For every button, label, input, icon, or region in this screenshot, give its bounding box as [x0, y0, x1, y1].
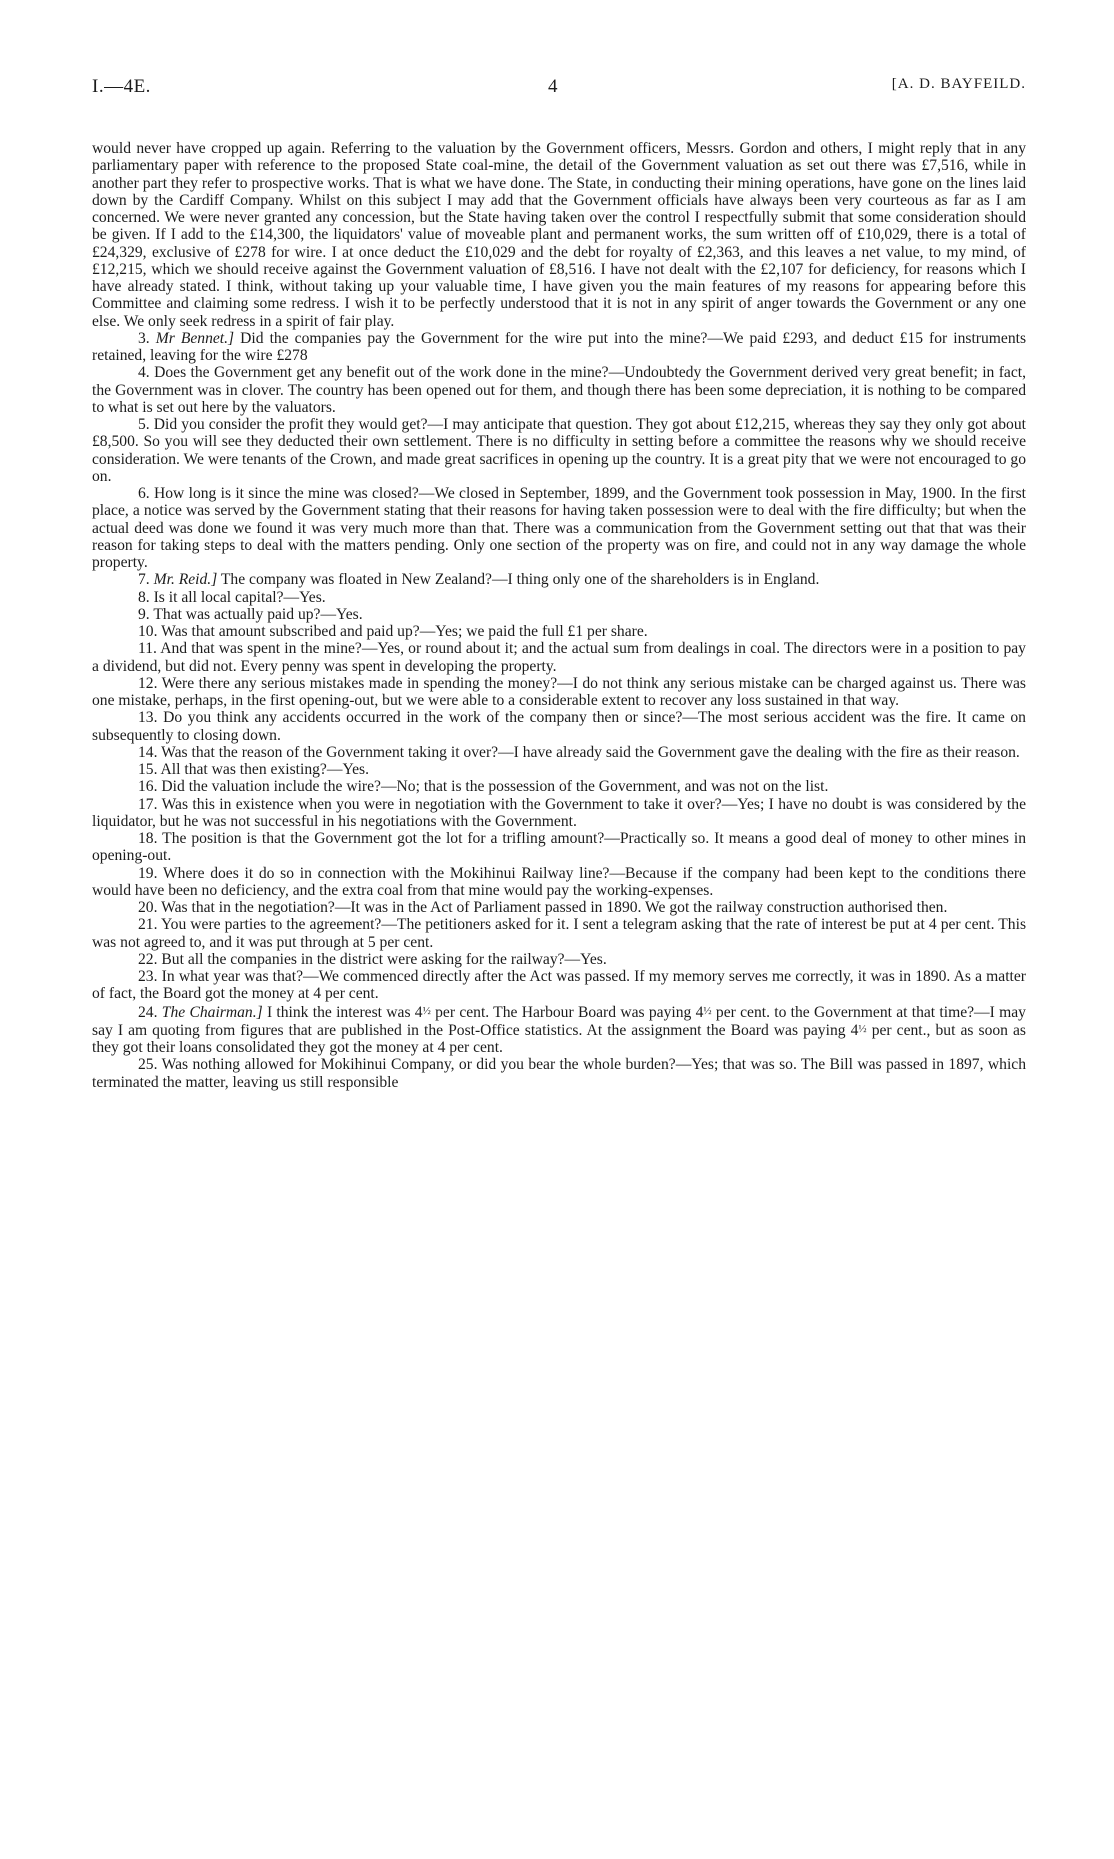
question-9: 9. That was actually paid up?—Yes.: [138, 605, 363, 623]
question-number: 12.: [138, 674, 158, 692]
question-number: 4.: [138, 364, 150, 382]
speaker-name: Mr. Reid.]: [153, 571, 218, 589]
question-number: 21.: [138, 916, 158, 934]
question-number: 19.: [138, 864, 158, 882]
question-23: 23. In what year was that?—We commenced directly after the Act was passed. If my memory serves me correctly, it was in 1890. As a matter of fact, the Board got the money at 4 per cent.: [92, 968, 1026, 1003]
question-10: 10. Was that amount subscribed and paid up?—Yes; we paid the full £1 per share.: [138, 623, 648, 640]
question-number: 18.: [138, 830, 158, 847]
question-14: 14. Was that the reason of the Government taking it over?—I have already said the Government gave the dealing with the fire as their reason.: [138, 743, 1020, 761]
question-number: 24.: [138, 1003, 158, 1021]
fraction-half: ½: [422, 1004, 431, 1017]
question-number: 8.: [138, 588, 150, 606]
page-number: 4: [548, 76, 558, 97]
question-6: 6. How long is it since the mine was closed?—We closed in September, 1899, and the Government took possession in May, 1900. In the first place, a notice was served by the Government stating that their reasons for having taken possession were to deal with the fire difficulty; but when the actual deed was done we found it was very much more than that. There was a communication from the Government setting out that that was their reason for taking steps to deal with the matters pending. Only one section of the property was on fire, and could not in any way damage the whole property.: [92, 485, 1026, 571]
question-number: 13.: [138, 709, 158, 727]
question-number: 3.: [138, 329, 150, 347]
question-12: 12. Were there any serious mistakes made in spending the money?—I do not think any serious mistake can be charged against us. There was one mistake, perhaps, in the first opening-out, but we were able to a considerable extent to recover any loss sustained in that way.: [92, 674, 1026, 709]
question-number: 10.: [138, 623, 158, 640]
witness-name: [A. D. BAYFEILD.: [891, 76, 1026, 92]
question-19: 19. Where does it do so in connection with the Mokihinui Railway line?—Because if the company had been kept to the conditions there would have been no deficiency, and the extra coal from that mine would pay the working-expenses.: [92, 864, 1026, 899]
question-17: 17. Was this in existence when you were in negotiation with the Government to take it over?—Yes; I have no doubt is was considered by the liquidator, but he was not successful in his negotiations with the Government.: [92, 795, 1026, 830]
question-number: 23.: [138, 968, 158, 985]
paragraph-continuation: would never have cropped up again. Referring to the valuation by the Government officers, Messrs. Gordon and others, I might reply that in any parliamentary paper with reference to the proposed State coal-mine, the detail of the Government valuation as set out there was £7,516, while in another part they refer to prospective works. That is what we have done. The State, in conducting their mining operations, have gone on the lines laid down by the Cardiff Company. Whilst on this subject I may add that the Government officials have always been very courteous as far as I am concerned. We were never granted any concession, but the State having taken over the control I respectfully submit that some consideration should be given. If I add to the £14,300, the liquidators' value of moveable plant and permanent works, the sum written off of £10,029, there is a total of £24,329, exclusive of £278 for wire. I at once deduct the £10,029 and the debt for royalty of £2,363, and this leaves a net value, to my mind, of £12,215, which we should receive against the Government valuation of £8,516. I have not dealt with the £2,107 for deficiency, for reasons which I have already stated. I think, without taking up your valuable time, I have given you the main features of my reasons for appearing before this Committee and claiming some redress. I wish it to be perfectly understood that it is not in any spirit of anger towards the Government or any one else. We only seek redress in a spirit of fair play.: [92, 140, 1026, 330]
fraction-half: ½: [703, 1004, 712, 1017]
speaker-name: Mr Bennet.]: [155, 329, 235, 347]
question-number: 25.: [138, 1056, 158, 1074]
question-number: 11.: [138, 640, 157, 658]
question-15: 15. All that was then existing?—Yes.: [138, 761, 370, 778]
question-number: 5.: [138, 416, 150, 433]
question-number: 16.: [138, 778, 158, 796]
question-number: 7.: [138, 571, 150, 589]
question-4: 4. Does the Government get any benefit out of the work done in the mine?—Undoubtedy the Government derived very great benefit; in fact, the Government was in clover. The country has been opened out for them, and though there has been some depreciation, it is nothing to be compared to what is set out here by the valuators.: [92, 364, 1026, 416]
question-20: 20. Was that in the negotiation?—It was in the Act of Parliament passed in 1890. We got the railway construction authorised then.: [138, 899, 948, 916]
question-number: 9.: [138, 605, 150, 623]
question-5: 5. Did you consider the profit they would get?—I may anticipate that question. They got about £12,215, whereas they say they only got about £8,500. So you will see they deducted their own settlement. There is no difficulty in setting before a committee the reasons why we should receive consideration. We were tenants of the Crown, and made great sacrifices in opening up the country. It is a great pity that we were not encouraged to go on.: [92, 416, 1026, 485]
question-11: 11. And that was spent in the mine?—Yes, or round about it; and the actual sum from dealings in coal. The directors were in a position to pay a dividend, but did not. Every penny was spent in developing the property.: [92, 640, 1026, 675]
paper-reference: I.—4E.: [92, 76, 151, 97]
question-number: 20.: [138, 899, 158, 916]
question-22: 22. But all the companies in the district were asking for the railway?—Yes.: [138, 950, 607, 968]
question-7: 7. Mr. Reid.] The company was floated in New Zealand?—I thing only one of the shareholders is in England.: [138, 571, 820, 589]
question-21: 21. You were parties to the agreement?—The petitioners asked for it. I sent a telegram asking that the rate of interest be put at 4 per cent. This was not agreed to, and it was put through at 5 per cent.: [92, 916, 1027, 951]
question-24: 24. The Chairman.] I think the interest was 4½ per cent. The Harbour Board was paying 4½ per cent. to the Government at that time?—I may say I am quoting from figures that are published in the Post-Office statistics. At the assignment the Board was paying 4½ per cent., but as soon as they got their loans consolidated they got the money at 4 per cent.: [92, 1003, 1026, 1056]
question-25: 25. Was nothing allowed for Mokihinui Company, or did you bear the whole burden?—Yes; that was so. The Bill was passed in 1897, which terminated the matter, leaving us still responsible: [92, 1056, 1026, 1091]
question-3: 3. Mr Bennet.] Did the companies pay the Government for the wire put into the mine?—We paid £293, and deduct £15 for instruments retained, leaving for the wire £278: [92, 329, 1027, 364]
speaker-name: The Chairman.]: [161, 1003, 263, 1021]
page-header: [92, 76, 1026, 106]
question-number: 15.: [138, 761, 158, 778]
question-13: 13. Do you think any accidents occurred in the work of the company then or since?—The most serious accident was the fire. It came on subsequently to closing down.: [92, 709, 1026, 744]
question-18: 18. The position is that the Government got the lot for a trifling amount?—Practically so. It means a good deal of money to other mines in opening-out.: [92, 830, 1027, 865]
question-number: 14.: [138, 743, 158, 761]
question-16: 16. Did the valuation include the wire?—No; that is the possession of the Government, and was not on the list.: [138, 778, 829, 796]
question-number: 22.: [138, 950, 158, 968]
question-8: 8. Is it all local capital?—Yes.: [138, 588, 326, 606]
fraction-half: ½: [858, 1022, 867, 1035]
question-number: 17.: [138, 795, 158, 813]
page-body: [92, 140, 1026, 1091]
question-number: 6.: [138, 485, 150, 502]
